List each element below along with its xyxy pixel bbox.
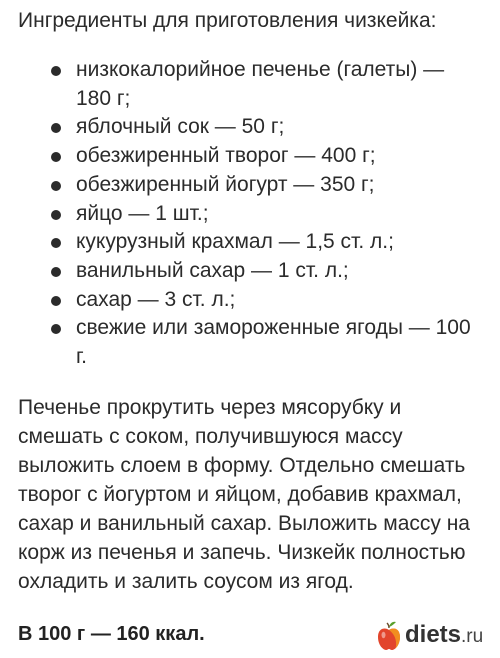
list-item [0,257,500,286]
ingredient-text: яблочный сок — 50 г; [76,115,285,139]
bullet-icon [51,123,61,133]
list-item [0,171,500,200]
list-item [0,142,500,171]
list-item [0,228,500,257]
bullet-icon [51,238,61,248]
list-item [0,286,500,315]
ingredients-heading: Ингредиенты для приготовления чизкейка: [18,9,437,32]
diets-watermark [376,620,483,652]
bullet-icon [51,267,61,277]
calories-note: В 100 г — 160 ккал. [18,623,205,645]
ingredient-text: обезжиренный творог — 400 г; [76,144,376,168]
list-item [0,56,500,113]
ingredients-list [0,56,500,372]
ingredient-text: свежие или замороженные ягоды — 100 г. [76,316,471,369]
apple-icon [376,621,402,651]
bullet-icon [51,152,61,162]
bullet-icon [51,324,61,334]
ingredient-text: кукурузный крахмал — 1,5 ст. л.; [76,230,394,254]
ingredient-text: сахар — 3 ст. л.; [76,287,236,311]
bullet-icon [51,296,61,306]
watermark-brand: diets.ru [405,621,484,648]
method-paragraph: Печенье прокрутить через мясорубку и смешать с соком, получившуюся массу выложить слоем в форму. Отдельно смешать творог с йогуртом и яйцом, добавив крахмал, сахар и ванильный сахар. Выложить массу на корж из печенья и запечь. Чизкейк полностью охладить и залить соусом из ягод. [18,396,470,593]
bullet-icon [51,66,61,76]
list-item [0,200,500,229]
list-item [0,113,500,142]
bullet-icon [51,210,61,220]
list-item [0,314,500,371]
bullet-icon [51,181,61,191]
ingredient-text: яйцо — 1 шт.; [76,201,209,225]
ingredient-text: низкокалорийное печенье (галеты) — 180 г; [76,58,445,110]
ingredient-text: обезжиренный йогурт — 350 г; [76,172,375,196]
ingredient-text: ванильный сахар — 1 ст. л.; [76,258,349,282]
